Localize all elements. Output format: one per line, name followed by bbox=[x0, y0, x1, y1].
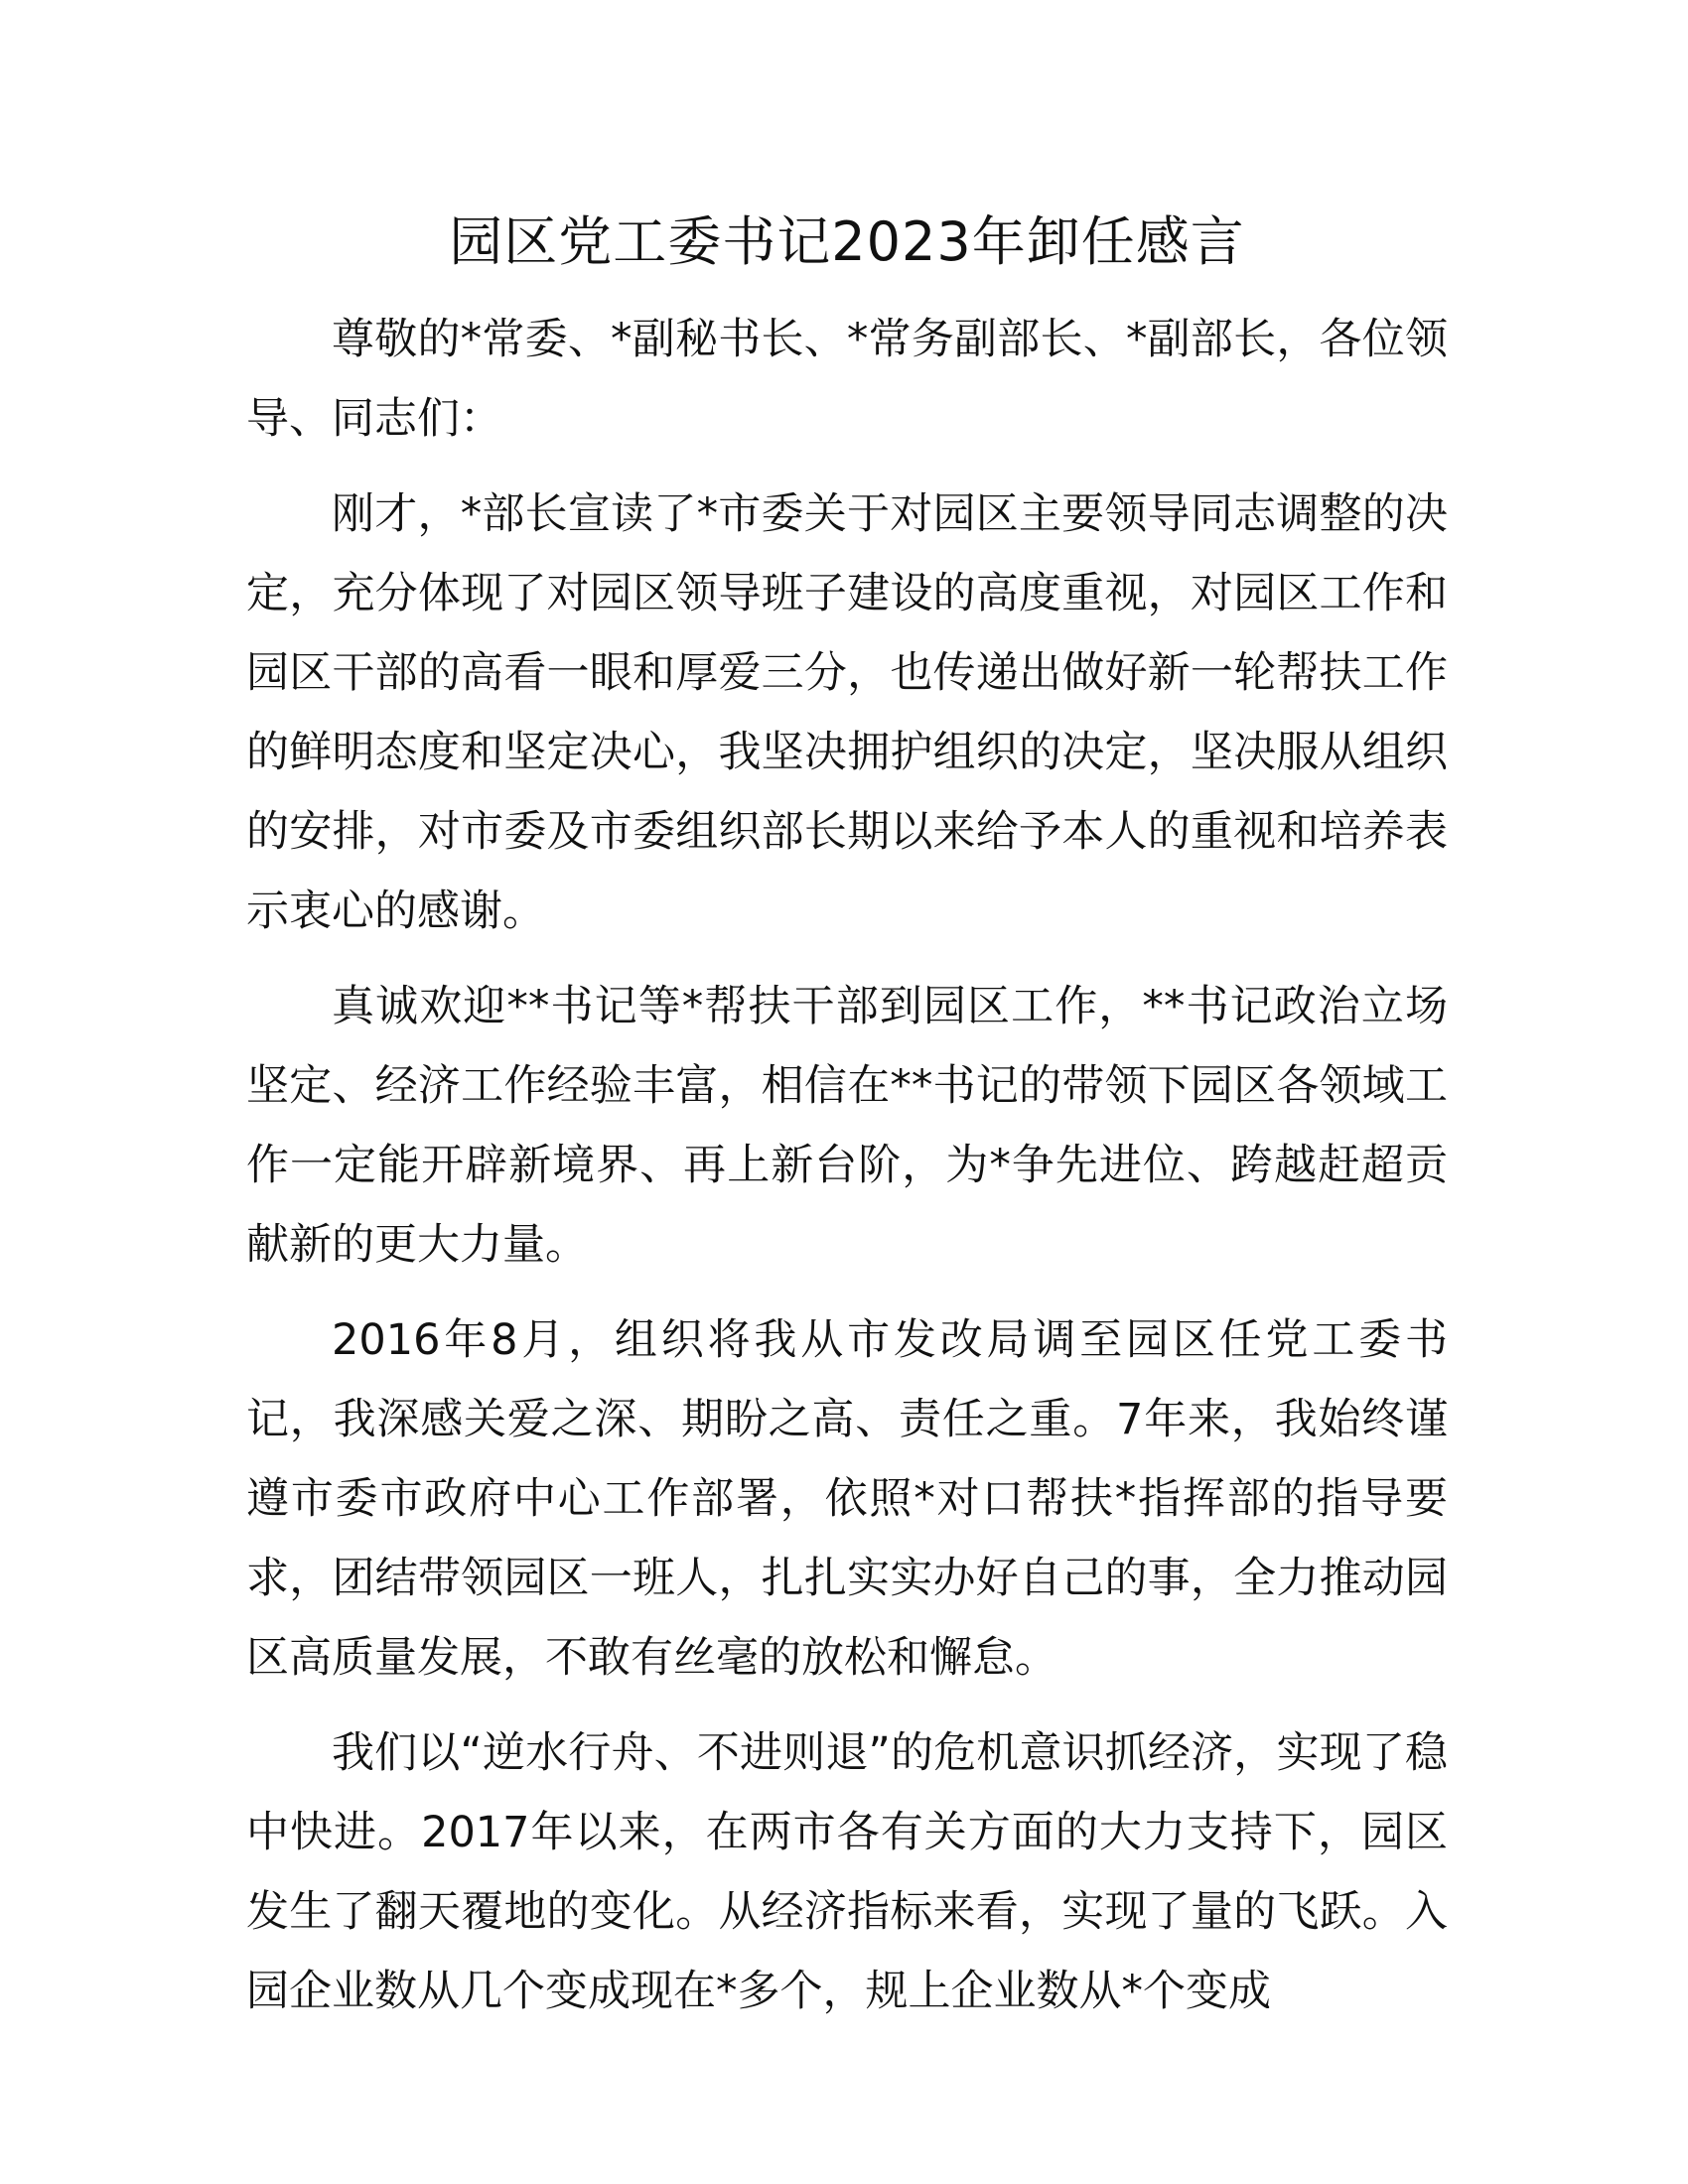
body-paragraph-economy: 我们以“逆水行舟、不进则退”的危机意识抓经济，实现了稳中快进。2017年以来，在两市各有关方面的大力支持下，园区发生了翻天覆地的变化。从经济指标来看，实现了量的飞跃。入园企业数从几个变成现在*多个，规上企业数从*个变成 bbox=[246, 1728, 1448, 2016]
document-body bbox=[246, 205, 1448, 2047]
salutation-paragraph: 尊敬的*常委、*副秘书长、*常务副部长、*副部长，各位领导、同志们： bbox=[246, 315, 1448, 444]
body-paragraph-welcome: 真诚欢迎**书记等*帮扶干部到园区工作，**书记政治立场坚定、经济工作经验丰富，相信在**书记的带领下园区各领域工作一定能开辟新境界、再上新台阶，为*争先进位、跨越赶超贡献新的更大力量。 bbox=[246, 982, 1448, 1270]
body-paragraph-history: 2016年8月，组织将我从市发改局调至园区任党工委书记，我深感关爱之深、期盼之高、责任之重。7年来，我始终谨遵市委市政府中心工作部署，依照*对口帮扶*指挥部的指导要求，团结带领园区一班人，扎扎实实办好自己的事，全力推动园区高质量发展，不敢有丝毫的放松和懈怠。 bbox=[246, 1315, 1448, 1683]
document-title: 园区党工委书记2023年卸任感言 bbox=[449, 210, 1245, 273]
body-paragraph-decision: 刚才，*部长宣读了*市委关于对园区主要领导同志调整的决定，充分体现了对园区领导班子建设的高度重视，对园区工作和园区干部的高看一眼和厚爱三分，也传递出做好新一轮帮扶工作的鲜明态度和坚定决心，我坚决拥护组织的决定，坚决服从组织的安排，对市委及市委组织部长期以来给予本人的重视和培养表示衷心的感谢。 bbox=[246, 489, 1448, 936]
